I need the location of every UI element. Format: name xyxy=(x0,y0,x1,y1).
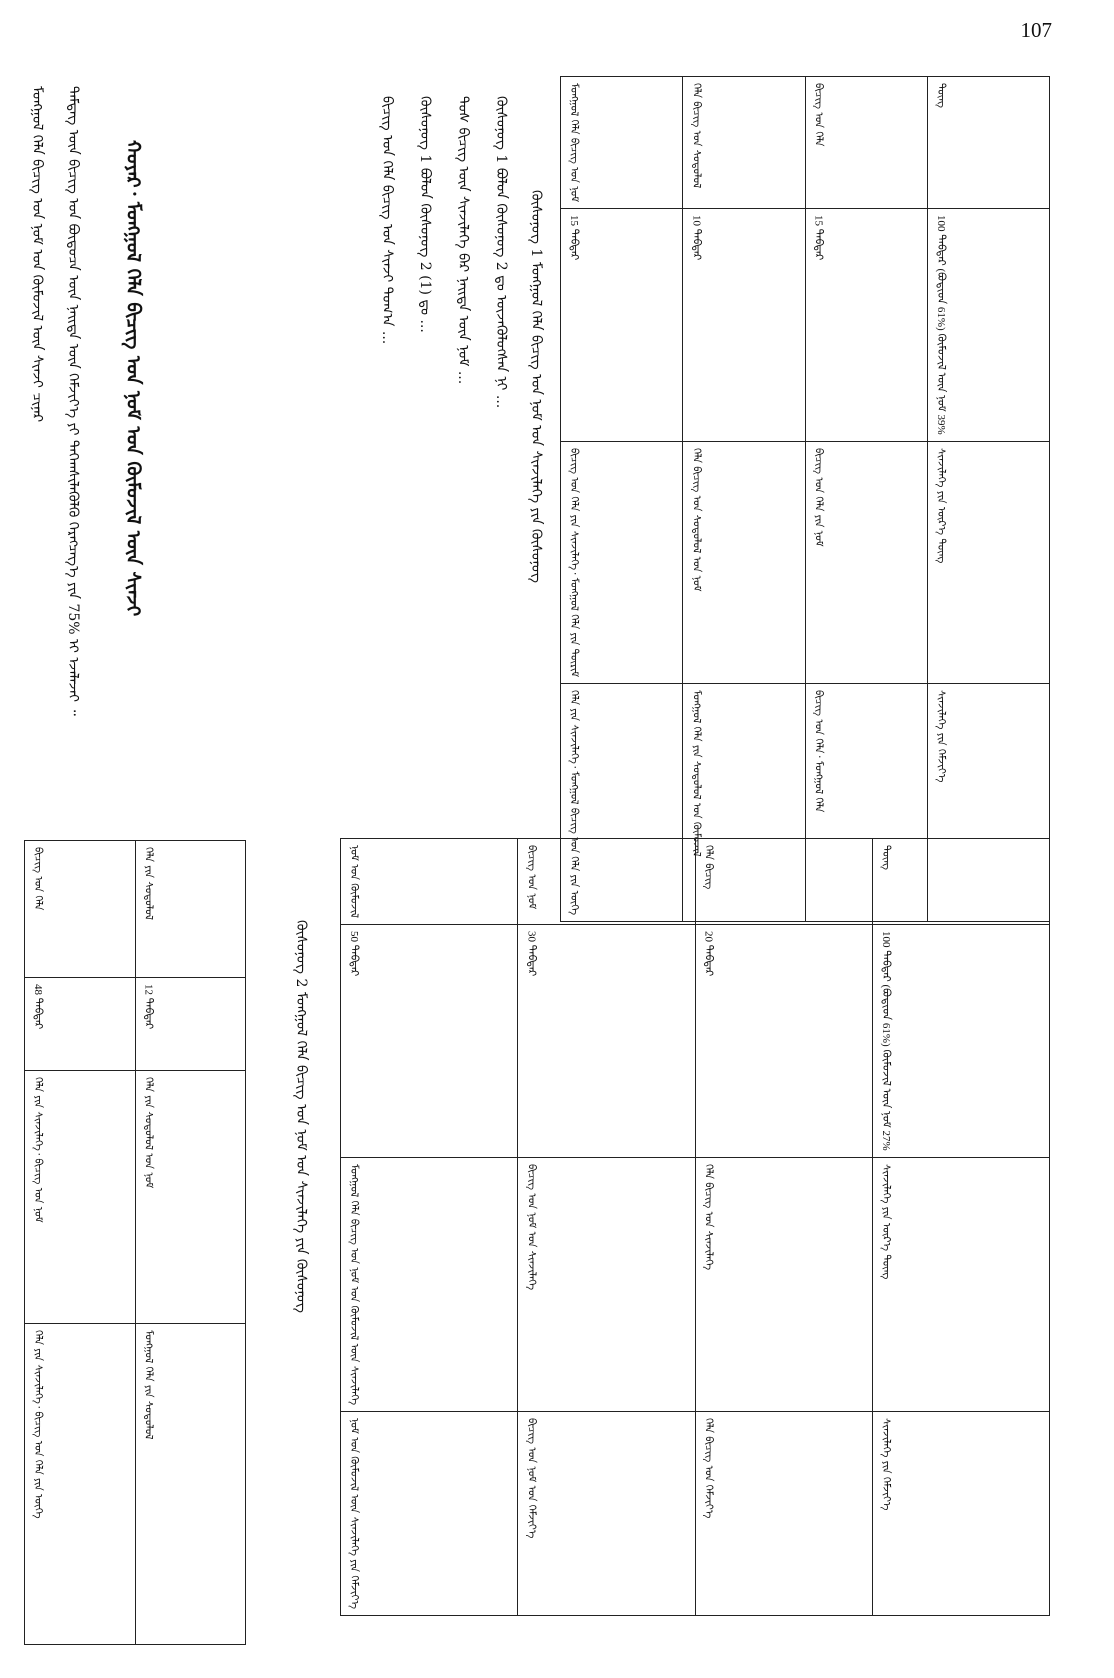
body-text-column: ᠬᠦᠰᠦᠨᠦᠭ 1 ᠪᠣᠯᠣᠨ ᠬᠦᠰᠦᠨᠦᠭ 2 (1) ᠳᠤ ... xyxy=(417,96,433,333)
row-label: ᠬᠡᠯᠡ ᠪᠢᠴᠢᠭ᠌ xyxy=(702,845,715,890)
table-cell xyxy=(872,1411,1049,1615)
table-cell xyxy=(518,1157,695,1411)
row-count: 15 ᠳᠡᠪᠲᠡᠷ xyxy=(812,215,825,261)
row-detail: ᠪᠢᠴᠢᠭ᠌ ᠤᠨ ᠨᠣᠮ ᠤᠨ ᠰᠢᠨᠵᠢᠯᠡᠭᠡ xyxy=(525,1163,538,1290)
table-cell xyxy=(518,839,695,925)
table-row xyxy=(25,1323,246,1644)
table-row xyxy=(341,925,1050,1158)
table-cell xyxy=(341,839,518,925)
table-cell xyxy=(135,1323,246,1644)
row-note: ᠮᠣᠩᠭᠣᠯ ᠬᠡᠯᠡ ᠶᠢᠨ ᠰᠣᠳᠤᠯᠤᠯ xyxy=(142,1329,155,1440)
table-cell xyxy=(805,77,927,209)
table-cell xyxy=(683,77,805,209)
row-note: ᠬᠡᠯᠡ ᠶᠢᠨ ᠰᠢᠨᠵᠢᠯᠡᠭᠡ᠂ ᠮᠣᠩᠭᠣᠯ ᠪᠢᠴᠢᠭ᠌ ᠤᠨ ᠬᠡᠯᠡ ᠶᠢᠨ ᠦᠭᠡ xyxy=(568,689,580,916)
table-cell xyxy=(25,1070,136,1323)
table-2 xyxy=(340,838,1050,1616)
page-number: 107 xyxy=(1020,18,1052,42)
body-text-column: ᠮᠣᠩᠭᠣᠯ ᠬᠡᠯᠡ ᠪᠢᠴᠢᠭ᠌ ᠤᠨ ᠨᠣᠮ ᠤᠨ ᠬᠦᠮᠦᠵᠢᠯ ᠦᠨ ᠰᠢᠨᠵᠢ ᠴᠢᠨᠠᠷ xyxy=(29,86,45,423)
row-label: ᠪᠢᠴᠢᠭ᠌ ᠤᠨ ᠨᠣᠮ xyxy=(525,845,538,910)
table-cell xyxy=(341,1411,518,1615)
table-2-caption: ᠬᠦᠰᠦᠨᠦᠭ 2 ᠮᠣᠩᠭᠣᠯ ᠬᠡᠯᠡ ᠪᠢᠴᠢᠭ᠌ ᠤᠨ ᠨᠣᠮ ᠤᠨ ᠰᠢᠨᠵᠢᠯᠡᠭᠡ ᠶᠢᠨ ᠬᠦᠰᠦᠨᠦᠭ xyxy=(293,920,309,1313)
table-cell xyxy=(927,209,1049,442)
table-1-caption: ᠬᠦᠰᠦᠨᠦᠭ 1 ᠮᠣᠩᠭᠣᠯ ᠬᠡᠯᠡ ᠪᠢᠴᠢᠭ᠌ ᠤᠨ ᠨᠣᠮ ᠤᠨ ᠰᠢᠨᠵᠢᠯᠡᠭᠡ ᠶᠢᠨ ᠬᠦᠰᠦᠨᠦᠭ xyxy=(528,190,544,583)
body-text-column: ᠲᠤᠰ ᠪᠢᠴᠢᠭ᠌ ᠦᠨ ᠰᠢᠨᠵᠢᠯᠡᠭᠡ ᠪᠠᠷ ᠨᠡᠢᠲᠡ ᠦᠨ ᠨᠣᠮ ... xyxy=(455,96,471,385)
table-cell xyxy=(135,1070,246,1323)
row-label: ᠪᠢᠴᠢᠭ᠌ ᠤᠨ ᠬᠡᠯᠡ xyxy=(32,847,44,911)
row-count: 50 ᠳᠡᠪᠲᠡᠷ xyxy=(348,931,360,977)
table-cell xyxy=(135,841,246,978)
row-label: ᠪᠢᠴᠢᠭ᠌ ᠤᠨ ᠬᠡᠯᠡ xyxy=(812,83,825,147)
row-detail: ᠪᠢᠴᠢᠭ᠌ ᠤᠨ ᠬᠡᠯᠡ ᠶᠢᠨ ᠨᠣᠮ xyxy=(812,447,825,547)
row-note: ᠬᠡᠯᠡ ᠪᠢᠴᠢᠭ᠌ ᠤᠨ ᠬᠡᠮᠵᠢᠶ᠎ᠡ xyxy=(702,1417,715,1519)
table-cell xyxy=(683,209,805,442)
row-label: ᠳᠦᠩ xyxy=(934,83,947,108)
table-cell xyxy=(341,925,518,1158)
table-cell xyxy=(927,77,1049,209)
row-count: 48 ᠳᠡᠪᠲᠡᠷ xyxy=(32,984,44,1030)
table-row xyxy=(25,841,246,978)
table-cell xyxy=(872,839,1049,925)
row-count: 100 ᠳᠡᠪᠲᠡᠷ (ᠪᠣᠳᠢᠳ 61%) ᠬᠦᠮᠦᠵᠢᠯ ᠦᠨ ᠨᠣᠮ 39% xyxy=(934,215,947,435)
table-cell xyxy=(683,441,805,683)
row-detail: ᠰᠢᠨᠵᠢᠯᠡᠭᠡ ᠶᠢᠨ ᠦᠷ᠎ᠡ ᠳᠦᠩ xyxy=(934,447,947,564)
table-row xyxy=(25,978,246,1071)
table-cell xyxy=(561,441,683,683)
body-text-column: ᠬᠦᠰᠦᠨᠦᠭ 1 ᠪᠣᠯᠣᠨ ᠬᠦᠰᠦᠨᠦᠭ 2 ᠳᠤ ᠦᠵᠡᠭᠦᠯᠦᠭᠰᠡᠨ ᠨᠢ ... xyxy=(493,96,509,409)
table-cell xyxy=(872,925,1049,1158)
row-count: 12 ᠳᠡᠪᠲᠡᠷ xyxy=(142,984,155,1030)
table-row xyxy=(341,839,1050,925)
table-row xyxy=(561,209,1050,442)
table-cell xyxy=(872,1157,1049,1411)
row-note: ᠰᠢᠨᠵᠢᠯᠡᠭᠡ ᠶᠢᠨ ᠬᠡᠮᠵᠢᠶ᠎ᠡ xyxy=(934,689,947,783)
body-text-column: ᠲᠡᠮᠳᠡᠭ ᠦᠨ ᠪᠢᠴᠢᠭ᠌ ᠤᠨ ᠪᠦᠲᠦᠴᠡ ᠦᠨ ᠨᠡᠢᠲᠡ ᠦᠨ ᠬᠡᠮᠵᠢᠶ᠎ᠡ ᠶᠢ ᠳᠡᠭᠡᠭ᠍ᠰᠢᠯᠡᠭᠦᠯᠬᠦ ᠬᠡᠷᠡᠭᠴᠡᠭ᠎ᠡ ᠶᠢᠨ 75% ᠢ ᠡᠵᠡᠯᠡᠵᠡᠢ ᠃ xyxy=(65,86,81,716)
table-cell xyxy=(695,1157,872,1411)
table-row xyxy=(341,1157,1050,1411)
row-count: 10 ᠳᠡᠪᠲᠡᠷ xyxy=(690,215,703,261)
row-note: ᠨᠣᠮ ᠤᠨ ᠬᠦᠮᠦᠵᠢᠯ ᠦᠨ ᠰᠢᠨᠵᠢᠯᠡᠭᠡ ᠶᠢᠨ ᠬᠡᠮᠵᠢᠶ᠎ᠡ xyxy=(348,1417,360,1609)
table-row xyxy=(561,441,1050,683)
table-cell xyxy=(927,441,1049,683)
table-cell xyxy=(518,1411,695,1615)
row-detail: ᠰᠢᠨᠵᠢᠯᠡᠭᠡ ᠶᠢᠨ ᠦᠷ᠎ᠡ ᠳᠦᠩ xyxy=(879,1163,892,1280)
table-cell xyxy=(25,978,136,1071)
table-row xyxy=(561,77,1050,209)
row-count: 20 ᠳᠡᠪᠲᠡᠷ xyxy=(702,931,715,977)
row-label: ᠬᠡᠯᠡ ᠪᠢᠴᠢᠭ᠌ ᠤᠨ ᠰᠣᠳᠤᠯᠤᠯ xyxy=(690,83,703,189)
table-cell xyxy=(805,209,927,442)
table-cell xyxy=(561,209,683,442)
row-detail: ᠬᠡᠯᠡ ᠪᠢᠴᠢᠭ᠌ ᠤᠨ ᠰᠢᠨᠵᠢᠯᠡᠭᠡ xyxy=(702,1163,715,1270)
row-detail: ᠬᠡᠯᠡ ᠶᠢᠨ ᠰᠢᠨᠵᠢᠯᠡᠭᠡ᠂ ᠪᠢᠴᠢᠭ᠌ ᠤᠨ ᠨᠣᠮ xyxy=(32,1076,44,1223)
row-count: 30 ᠳᠡᠪᠲᠡᠷ xyxy=(525,931,538,977)
row-note: ᠪᠢᠴᠢᠭ᠌ ᠤᠨ ᠨᠣᠮ ᠤᠨ ᠬᠡᠮᠵᠢᠶ᠎ᠡ xyxy=(525,1417,538,1539)
table-cell xyxy=(695,925,872,1158)
table-cell xyxy=(561,77,683,209)
row-note: ᠬᠡᠯᠡ ᠶᠢᠨ ᠰᠢᠨᠵᠢᠯᠡᠭᠡ᠂ ᠪᠢᠴᠢᠭ᠌ ᠤᠨ ᠬᠡᠯᠡ ᠶᠢᠨ ᠦᠭᠡ xyxy=(32,1329,44,1519)
row-label: ᠨᠣᠮ ᠤᠨ ᠬᠦᠮᠦᠵᠢᠯ xyxy=(348,845,360,919)
table-cell xyxy=(25,841,136,978)
table-row xyxy=(25,1070,246,1323)
row-count: 100 ᠳᠡᠪᠲᠡᠷ (ᠪᠣᠳᠢᠳ 61%) ᠬᠦᠮᠦᠵᠢᠯ ᠦᠨ ᠨᠣᠮ 27% xyxy=(879,931,892,1151)
row-label: ᠳᠦᠩ xyxy=(879,845,892,870)
table-cell xyxy=(135,978,246,1071)
table-cell xyxy=(341,1157,518,1411)
row-detail: ᠪᠢᠴᠢᠭ᠌ ᠤᠨ ᠬᠡᠯᠡ ᠶᠢᠨ ᠰᠢᠨᠵᠢᠯᠡᠭᠡ᠂ ᠮᠣᠩᠭᠣᠯ ᠬᠡᠯᠡ ᠶᠢᠨ ᠳᠦᠷᠢᠮ xyxy=(568,447,580,677)
table-cell xyxy=(518,925,695,1158)
table-1 xyxy=(560,76,1050,922)
table-cell xyxy=(25,1323,136,1644)
row-detail: ᠬᠡᠯᠡ ᠶᠢᠨ ᠰᠣᠳᠤᠯᠤᠯ ᠤᠨ ᠨᠣᠮ xyxy=(142,1076,155,1189)
row-detail: ᠬᠡᠯᠡ ᠪᠢᠴᠢᠭ᠌ ᠤᠨ ᠰᠣᠳᠤᠯᠤᠯ ᠤᠨ ᠨᠣᠮ xyxy=(690,447,703,592)
table-3 xyxy=(24,840,246,1645)
table-cell xyxy=(805,441,927,683)
row-label: ᠬᠡᠯᠡ ᠶᠢᠨ ᠰᠣᠳᠤᠯᠤᠯ xyxy=(142,847,155,920)
row-label: ᠮᠣᠩᠭᠣᠯ ᠬᠡᠯᠡ ᠪᠢᠴᠢᠭ᠌ ᠤᠨ ᠨᠣᠮ xyxy=(568,83,580,203)
row-note: ᠪᠢᠴᠢᠭ᠌ ᠤᠨ ᠬᠡᠯᠡ᠂ ᠮᠣᠩᠭᠣᠯ ᠬᠡᠯᠡ xyxy=(812,689,825,813)
table-row xyxy=(341,1411,1050,1615)
row-count: 15 ᠳᠡᠪᠲᠡᠷ xyxy=(568,215,580,261)
table-cell xyxy=(695,1411,872,1615)
row-note: ᠰᠢᠨᠵᠢᠯᠡᠭᠡ ᠶᠢᠨ ᠬᠡᠮᠵᠢᠶ᠎ᠡ xyxy=(879,1417,892,1511)
row-detail: ᠮᠣᠩᠭᠣᠯ ᠬᠡᠯᠡ ᠪᠢᠴᠢᠭ᠌ ᠤᠨ ᠨᠣᠮ ᠤᠨ ᠬᠦᠮᠦᠵᠢᠯ ᠦᠨ ᠰᠢᠨᠵᠢᠯᠡᠭᠡ xyxy=(348,1163,360,1405)
table-cell xyxy=(695,839,872,925)
body-text-column: ᠪᠢᠴᠢᠭ᠌ ᠤᠨ ᠬᠡᠯᠡ ᠪᠢᠴᠢᠭ᠌ ᠤᠨ ᠰᠢᠨᠵᠢ ᠲᠣᠭ᠎ᠠ ... xyxy=(379,96,395,345)
section-heading: ᠬᠣᠶᠠᠷ᠂ ᠮᠣᠩᠭᠣᠯ ᠬᠡᠯᠡ ᠪᠢᠴᠢᠭ᠌ ᠤᠨ ᠨᠣᠮ ᠤᠨ ᠬᠦᠮᠦᠵᠢᠯ ᠦᠨ ᠰᠢᠨᠵᠢ xyxy=(122,140,144,617)
row-note: ᠮᠣᠩᠭᠣᠯ ᠬᠡᠯᠡ ᠶᠢᠨ ᠰᠣᠳᠤᠯᠤᠯ ᠤᠨ ᠬᠦᠮᠦᠵᠢᠯ xyxy=(690,689,703,857)
